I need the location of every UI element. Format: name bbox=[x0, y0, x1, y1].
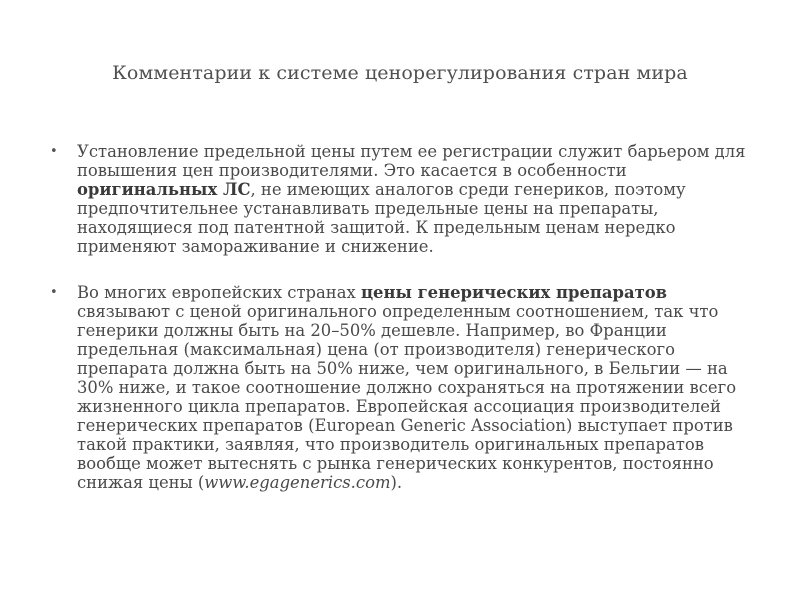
bullet-bold-term: цены генерических препаратов bbox=[360, 283, 668, 302]
bullet-text-continued: , не имеющих аналогов среди генериков, поэтому предпочтительнее устанавливать предельные цены на препараты, находящиеся под патентной защитой. К предельным ценам нередко применяют замораживание и снижение. bbox=[77, 180, 686, 256]
bullet-bold-term: оригинальных ЛС bbox=[77, 180, 251, 199]
bullet-icon: • bbox=[50, 144, 58, 159]
bullet-list bbox=[50, 142, 765, 492]
bullet-text-end: ). bbox=[390, 473, 403, 492]
bullet-text: Во многих европейских странах bbox=[77, 283, 361, 302]
slide-title: Комментарии к системе ценорегулирования стран мира bbox=[112, 62, 688, 84]
bullet-item-original-drugs bbox=[50, 142, 765, 256]
bullet-text-continued: связывают с ценой оригинального определенным соотношением, так что генерики должны быть на 20–50% дешевле. Например, во Франции предельная (максимальная) цена (от производителя) генерического препарата должна быть на 50% ниже, чем оригинального, в Бельгии — на 30% ниже, и такое соотношение должно сохраняться на протяжении всего жизненного цикла препаратов. Европейская ассоциация производителей генерических препаратов (European Generic Association) выступает против такой практики, заявляя, что производитель оригинальных препаратов вообще может вытеснять с рынка генерических конкурентов, постоянно снижая цены ( bbox=[77, 302, 737, 492]
bullet-text: Установление предельной цены путем ее регистрации служит барьером для повышения цен производителями. Это касается в особенности bbox=[77, 142, 746, 180]
bullet-icon: • bbox=[50, 285, 58, 300]
egagenerics-link[interactable]: www.egagenerics.com bbox=[204, 473, 391, 492]
bullet-item-generic-prices bbox=[50, 283, 765, 492]
